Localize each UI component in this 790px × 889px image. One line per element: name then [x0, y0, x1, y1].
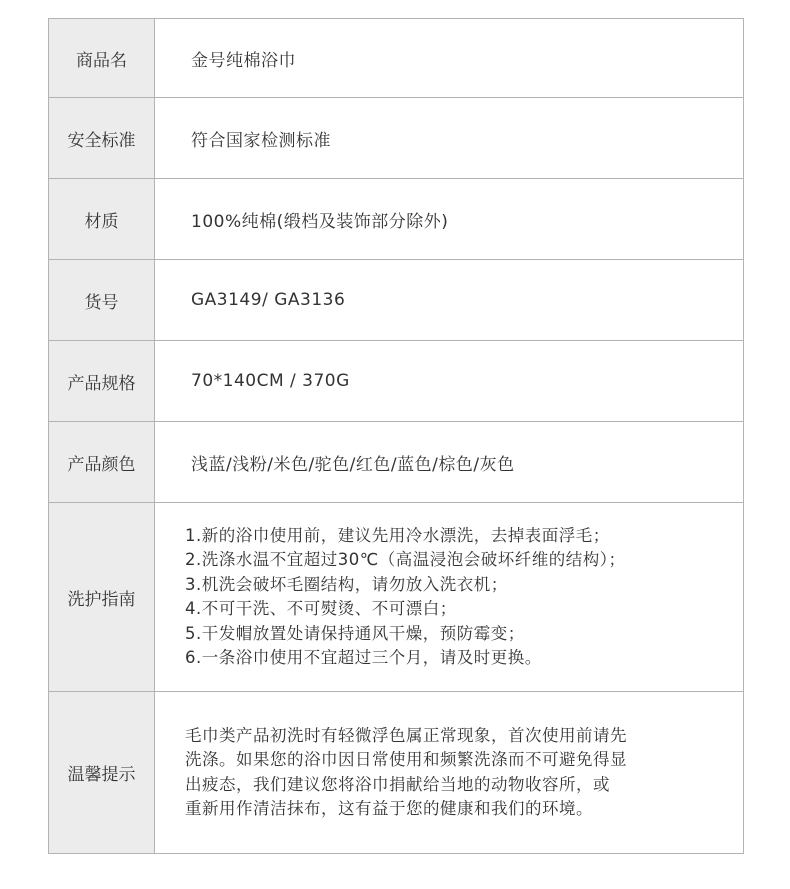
- spec-label: 产品颜色: [49, 422, 155, 503]
- care-line: 2.洗涤水温不宜超过30℃（高温浸泡会破坏纤维的结构）；: [185, 550, 626, 569]
- care-line: 6.一条浴巾使用不宜超过三个月，请及时更换。: [185, 648, 542, 667]
- tips-line: 毛巾类产品初洗时有轻微浮色属正常现象，首次使用前请先: [185, 725, 627, 745]
- spec-label: 材质: [49, 179, 155, 260]
- spec-value: 70*140CM / 370G: [155, 341, 744, 422]
- spec-row-item-number: [49, 260, 744, 341]
- tips-line: 出疲态，我们建议您将浴巾捐献给当地的动物收容所，或: [185, 774, 610, 794]
- spec-value: 100%纯棉(缎档及装饰部分除外): [155, 179, 744, 260]
- spec-row-product-name: [49, 19, 744, 98]
- spec-row-material: [49, 179, 744, 260]
- spec-row-care-guide: [49, 503, 744, 692]
- spec-label: 温馨提示: [49, 692, 155, 854]
- spec-value: 浅蓝/浅粉/米色/驼色/红色/蓝色/棕色/灰色: [155, 422, 744, 503]
- spec-label: 安全标准: [49, 98, 155, 179]
- spec-label: 货号: [49, 260, 155, 341]
- care-line: 1.新的浴巾使用前，建议先用冷水漂洗，去掉表面浮毛；: [185, 525, 610, 545]
- care-line: 4.不可干洗、不可熨烫、不可漂白；: [185, 599, 457, 618]
- spec-label: 产品规格: [49, 341, 155, 422]
- care-guide-text: [155, 503, 744, 692]
- spec-value: GA3149/ GA3136: [155, 260, 744, 341]
- spec-row-colors: [49, 422, 744, 503]
- tips-text: [155, 692, 744, 854]
- tips-line: 重新用作清洁抹布，这有益于您的健康和我们的环境。: [185, 799, 593, 818]
- spec-label: 洗护指南: [49, 503, 155, 692]
- spec-row-tips: [49, 692, 744, 854]
- spec-label: 商品名: [49, 19, 155, 98]
- spec-value: 金号纯棉浴巾: [155, 19, 744, 98]
- spec-value: 符合国家检测标准: [155, 98, 744, 179]
- care-line: 3.机洗会破坏毛圈结构，请勿放入洗衣机；: [185, 574, 508, 594]
- spec-row-size: [49, 341, 744, 422]
- product-spec-table: [48, 18, 744, 854]
- spec-row-safety-standard: [49, 98, 744, 179]
- care-line: 5.干发帽放置处请保持通风干燥，预防霉变；: [185, 623, 525, 643]
- tips-line: 洗涤。如果您的浴巾因日常使用和频繁洗涤而不可避免得显: [185, 750, 627, 769]
